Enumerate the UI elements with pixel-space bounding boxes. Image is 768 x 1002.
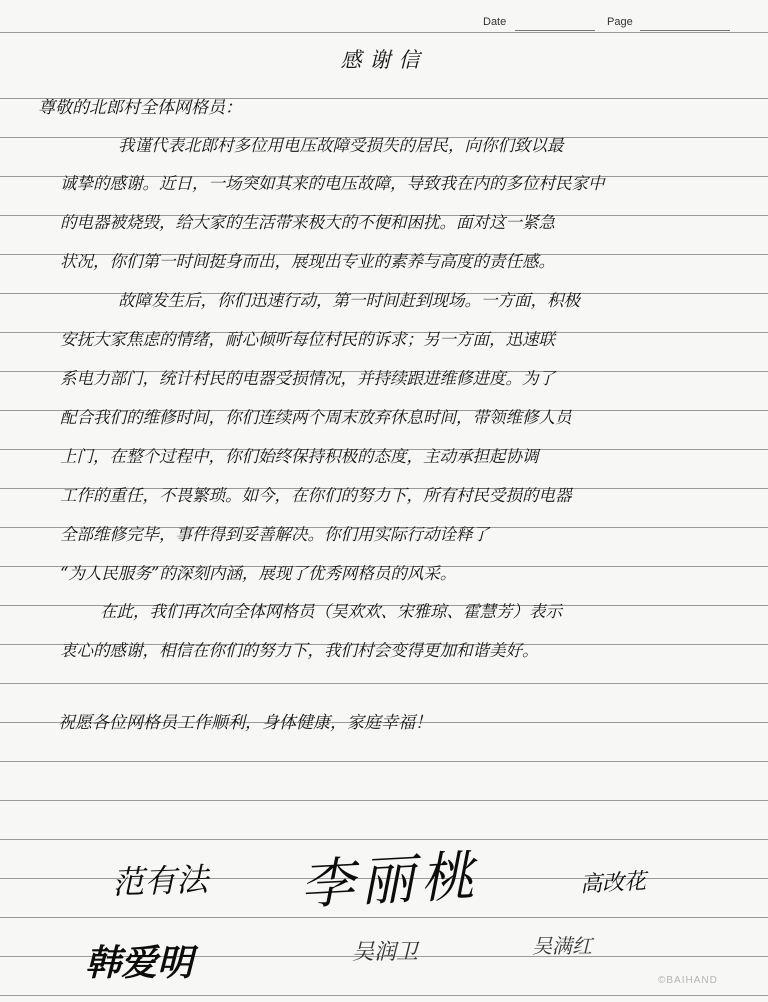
letter-line: 我谨代表北郎村多位用电压故障受损失的居民，向你们致以最	[118, 136, 564, 155]
letter-line: 上门，在整个过程中，你们始终保持积极的态度，主动承担起协调	[60, 447, 539, 466]
watermark: ©BAIHAND	[658, 975, 718, 986]
letter-line: 故障发生后，你们迅速行动，第一时间赶到现场。一方面，积极	[118, 291, 580, 310]
salutation: 尊敬的北郎村全体网格员：	[38, 98, 242, 118]
letter-line: 系电力部门，统计村民的电器受损情况，并持续跟进维修进度。为了	[60, 369, 555, 388]
letter-line: 工作的重任，不畏繁琐。如今，在你们的努力下，所有村民受损的电器	[60, 486, 572, 505]
letter-line: 诚挚的感谢。近日，一场突如其来的电压故障，导致我在内的多位村民家中	[60, 174, 605, 193]
letter-line: 的电器被烧毁，给大家的生活带来极大的不便和困扰。面对这一紧急	[60, 213, 555, 232]
letter-line: “为人民服务”的深刻内涵，展现了优秀网格员的风采。	[60, 564, 457, 583]
signature: 吴满红	[532, 934, 592, 958]
page-underline	[640, 30, 730, 31]
date-underline	[515, 30, 595, 31]
letter-line: 衷心的感谢，相信在你们的努力下，我们村会变得更加和谐美好。	[60, 641, 539, 660]
signature: 范有法	[111, 860, 209, 902]
letter-line: 状况，你们第一时间挺身而出，展现出专业的素养与高度的责任感。	[60, 252, 555, 271]
letter-line: 配合我们的维修时间，你们连续两个周末放弃休息时间，带领维修人员	[60, 408, 572, 427]
letter-title: 感谢信	[340, 48, 428, 72]
signature: 吴润卫	[352, 940, 419, 965]
signature: 李丽桃	[298, 844, 482, 917]
letter-line: 在此，我们再次向全体网格员（吴欢欢、宋雅琼、霍慧芳）表示	[100, 602, 562, 621]
signature: 韩爱明	[85, 942, 194, 984]
closing-wish: 祝愿各位网格员工作顺利，身体健康，家庭幸福！	[58, 713, 432, 733]
page-label: Page	[607, 16, 633, 28]
signature: 高改花	[579, 869, 647, 898]
letter-line: 全部维修完毕，事件得到妥善解决。你们用实际行动诠释了	[60, 525, 489, 544]
letter-line: 安抚大家焦虑的情绪，耐心倾听每位村民的诉求；另一方面，迅速联	[60, 330, 555, 349]
date-label: Date	[483, 16, 507, 28]
